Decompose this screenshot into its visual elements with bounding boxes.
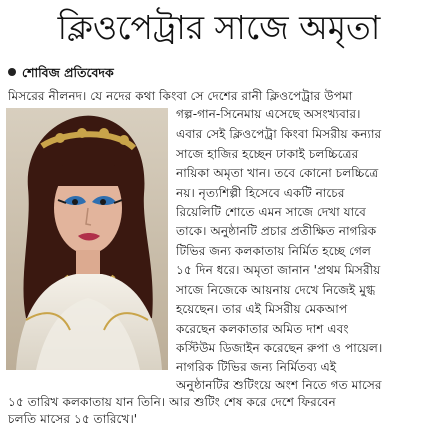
body-line: চলতি মাসের ১৫ তারিখে।' — [8, 412, 138, 426]
body-line: রিয়েলিটি শোতে এমন সাজে দেখা যাবে — [176, 205, 366, 219]
body-line: মিসরের নীলনদ। যে নদের কথা কিংবা সে দেশের রানী ক্লিওপেট্রার উপমা — [8, 89, 353, 103]
body-line: হয়েছেন। তার এই মিসরীয় মেকআপ — [176, 302, 348, 316]
body-line: নাগরিক টিভির জন্য নির্মিতব্য এই — [176, 360, 337, 374]
body-line: নয়। নৃত্যশিল্পী হিসেবে একটি নাচের — [176, 186, 345, 200]
body-line: করেছেন কলকাতার অমিত দাশ এবং — [176, 322, 349, 336]
body-line: ১৫ দিন ধরে। অমৃতা জানান 'প্রথম মিসরীয় — [176, 263, 381, 277]
body-line: ১৫ তারিখ কলকাতায় যান তিনি। আর শুটিং শেষ করে দেশে ফিরবেন — [8, 395, 336, 409]
body-line: তাকে। অনুষ্ঠানটি প্রচার প্রতীক্ষিত নাগরিক — [176, 224, 377, 238]
headline: ক্লিওপেট্রার সাজে অমৃতা — [57, 8, 381, 47]
body-line: অনুষ্ঠানটির শুটিংয়ে অংশ নিতে গত মাসের — [176, 378, 382, 392]
body-line: টিভির জন্য কলকাতায় নির্মিত হচ্ছে গেল — [176, 244, 372, 258]
body-line: এবার সেই ক্লিওপেট্রা কিংবা মিসরীয় কন্যার — [176, 127, 382, 141]
body-line: গল্প-গান-সিনেমায় এসেছে অসংখ্যবার। — [176, 107, 361, 121]
body-line: সাজে নিজেকে আয়নায় দেখে নিজেই মুগ্ধ — [176, 283, 376, 297]
body-line: সাজে হাজির হচ্ছেন ঢাকাই চলচ্চিত্রের — [176, 147, 359, 161]
body-line: নায়িকা অমৃতা খান। তবে কোনো চলচ্চিত্রে — [176, 166, 379, 180]
byline-text: শোবিজ প্রতিবেদক — [22, 65, 114, 80]
body-line: কস্টিউম ডিজাইন করেছেন রুপা ও পায়েল। — [176, 341, 383, 355]
